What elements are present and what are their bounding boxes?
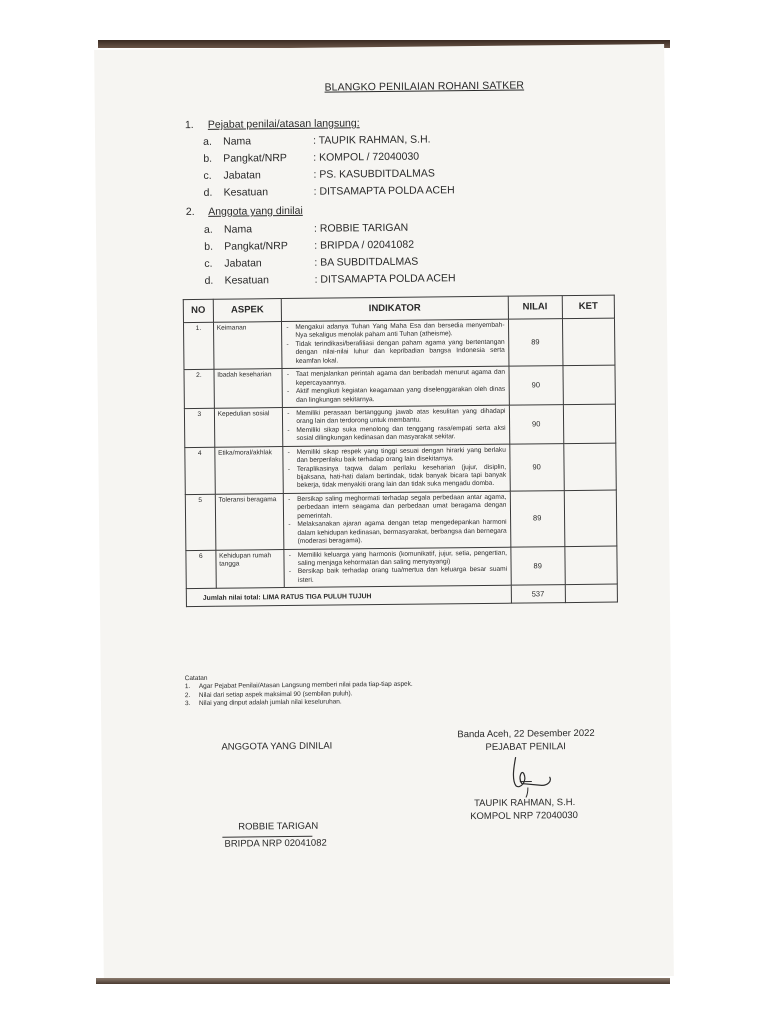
indikator-item: - Taat menjalankan perintah agama dan beribadah menurut agama dan kepercayaannya. [296,369,505,388]
total-value: 537 [511,585,565,603]
cell-nilai: 89 [508,319,563,367]
right-signature-title: PEJABAT PENILAI [485,741,566,753]
section-1-number: 1. [184,118,194,132]
left-signature-title: ANGGOTA YANG DINILAI [221,740,333,753]
cell-no: 1. [183,322,213,369]
notes-title: Catatan [184,674,208,683]
cell-ket [564,443,617,491]
table-row [184,365,615,408]
row-label: Pangkat/NRP [223,151,287,165]
note-text: Nilai dari setiap aspek maksimal 90 (sembilan puluh). [198,690,353,699]
cell-indikator [284,547,511,588]
photo-edge-bottom [96,978,670,984]
section-1-title: Pejabat penilai/atasan langsung: [207,117,360,131]
cell-no: 6 [186,550,216,589]
cell-aspek: Keimanan [213,322,282,370]
table-row [185,443,616,495]
cell-indikator [284,491,511,549]
handwritten-signature [502,751,562,798]
indikator-item: - Aktif mengikuti kegiatan keagamaan yang diselenggarakan oleh dinas dan lingkungan sekitarnya. [296,386,505,405]
section-2-number: 2. [185,205,195,219]
row-label: Nama [223,135,252,148]
cell-aspek: Etika/moral/akhlak [214,446,283,494]
cell-no: 3 [184,408,214,447]
cell-aspek: Toleransi beragama [215,493,284,549]
table-total-row [186,584,617,606]
note-text: Agar Pejabat Penilai/Atasan Langsung memberi nilai pada tiap-tiap aspek. [198,681,413,691]
row-label: Nama [223,223,253,236]
table-row [183,318,614,370]
row-label: Pangkat/NRP [224,239,288,253]
note-number: 3. [184,700,191,708]
total-label: Jumlah nilai total: LIMA RATUS TIGA PULUH TUJUH [186,585,511,606]
row-label: Kesatuan [224,274,269,287]
cell-aspek: Ibadah keseharian [214,369,283,408]
section-2-title: Anggota yang dinilai [208,204,303,218]
indikator-item: - Tidak terindikasi/berafiliasi dengan paham agama yang bertentangan dengan nilai-nilai luhur dan kepribadian bangsa Indonesia serta keamfan lokal. [295,339,504,367]
table-row [184,404,615,447]
document-title: BLANGKO PENILAIAN ROHANI SATKER [324,79,525,94]
header-ket: KET [562,295,614,319]
cell-nilai: 90 [509,443,564,491]
cell-indikator [282,319,509,369]
left-signer-nrp: BRIPDA NRP 02041082 [224,837,327,850]
cell-no: 5 [185,494,215,550]
row-letter: b. [204,240,214,253]
notes-block [185,673,413,709]
cell-ket [562,318,615,366]
cell-ket [563,365,616,404]
indikator-item: - Mengakui adanya Tuhan Yang Maha Esa dan bersedia menyembah-Nya sekaligus menolak paham anti Tuhan (atheisme). [295,322,504,341]
document-page [94,44,674,982]
cell-aspek: Kehidupan rumah tangga [216,549,285,588]
table-row [186,546,617,589]
cell-nilai: 90 [508,366,563,405]
row-label: Jabatan [223,169,261,182]
cell-aspek: Kepedulian sosial [214,407,283,446]
cell-indikator [283,405,510,446]
row-value: : BA SUBDITDALMAS [314,255,419,269]
row-letter: c. [204,257,213,270]
cell-indikator [282,366,509,407]
row-letter: d. [203,186,213,199]
cell-ket [563,404,616,443]
indikator-item: - Memiliki perasaan bertanggung jawab atas kesulitan yang dihadapi orang lain dan terdorong untuk membantu. [296,408,505,427]
row-label: Jabatan [224,257,262,270]
indikator-item: - Bersikap saling meghormati terhadap segala perbedaan antar agama, perbedaan intern seagama dan perbedaan umat beragama dengan pemerintah. [297,494,506,522]
indikator-item: - Memiliki sikap respek yang tinggi sesuai dengan hirarki yang berlaku dan berperilaku baik terhadap orang lain disekitarnya. [297,446,506,465]
note-item [185,698,413,709]
header-indikator: INDIKATOR [282,296,508,321]
section-2-heading [186,205,303,218]
right-signer-nrp: KOMPOL NRP 72040030 [470,809,578,823]
signature-date: Banda Aceh, 22 Desember 2022 [457,727,595,741]
row-letter: b. [203,152,213,165]
header-no: NO [183,299,213,322]
row-letter: a. [203,135,212,148]
indikator-item: - Memiliki sikap suka menolong dan tenggang rasa/empati serta aksi sosial dilingkungan kedinasan dan masyarakat sekitar. [296,425,505,444]
row-value: : PS. KASUBDITDALMAS [313,167,435,181]
indikator-item: - Memiliki keluarga yang harmonis (komunikatif, jujur, setia, pengertian, saling menjaga kehormatan dan saling menyayangi) [298,549,507,568]
cell-ket [564,490,617,546]
indikator-item: - Melaksanakan ajaran agama dengan tetap mengedepankan harmoni dalam kehidupan kedinasan, bermasyarakat, berbangsa dan bernegara (moderasi beragama). [297,519,506,547]
row-label: Kesatuan [223,186,269,199]
cell-nilai: 89 [510,490,565,546]
cell-ket [565,584,617,602]
section-1-row-kesatuan [204,183,604,203]
cell-ket [565,546,618,585]
row-value: : ROBBIE TARIGAN [313,221,409,235]
note-number: 2. [184,691,191,699]
header-aspek: ASPEK [213,299,282,323]
cell-no: 2. [184,369,214,408]
row-letter: a. [203,223,213,236]
row-value: : DITSAMAPTA POLDA ACEH [314,272,456,286]
section-1-heading [185,117,360,131]
indikator-item: - Teraplikasinya taqwa dalam perilaku keseharian (jujur, disiplin, bijaksana, hati-hati dalam bertindak, tidak banyak bicara tapi banyak bekerja, tidak menyakiti orang lain dan tidak suka mengadu domba. [297,463,506,491]
row-letter: d. [204,274,214,287]
table-row [185,490,617,550]
row-value: : TAUPIK RAHMAN, S.H. [313,133,431,147]
note-number: 1. [184,683,191,691]
note-text: Nilai yang dinput adalah jumlah nilai keseluruhan. [198,698,342,708]
cell-indikator [283,444,510,494]
row-value: : KOMPOL / 72040030 [313,150,420,164]
assessment-table [183,295,618,607]
row-value: : DITSAMAPTA POLDA ACEH [313,184,455,198]
cell-nilai: 90 [509,405,564,444]
row-value: : BRIPDA / 02041082 [314,238,415,252]
right-signer-name: TAUPIK RAHMAN, S.H. [473,797,576,810]
row-letter: c. [203,169,212,182]
indikator-item: - Bersikap baik terhadap orang tua/mertua dan keluarga besar suami isteri. [298,566,507,585]
left-signer-name: ROBBIE TARIGAN [238,820,319,833]
section-2-row-kesatuan [204,271,604,291]
cell-nilai: 89 [510,546,565,585]
header-nilai: NILAI [508,296,562,320]
cell-no: 4 [185,447,215,494]
